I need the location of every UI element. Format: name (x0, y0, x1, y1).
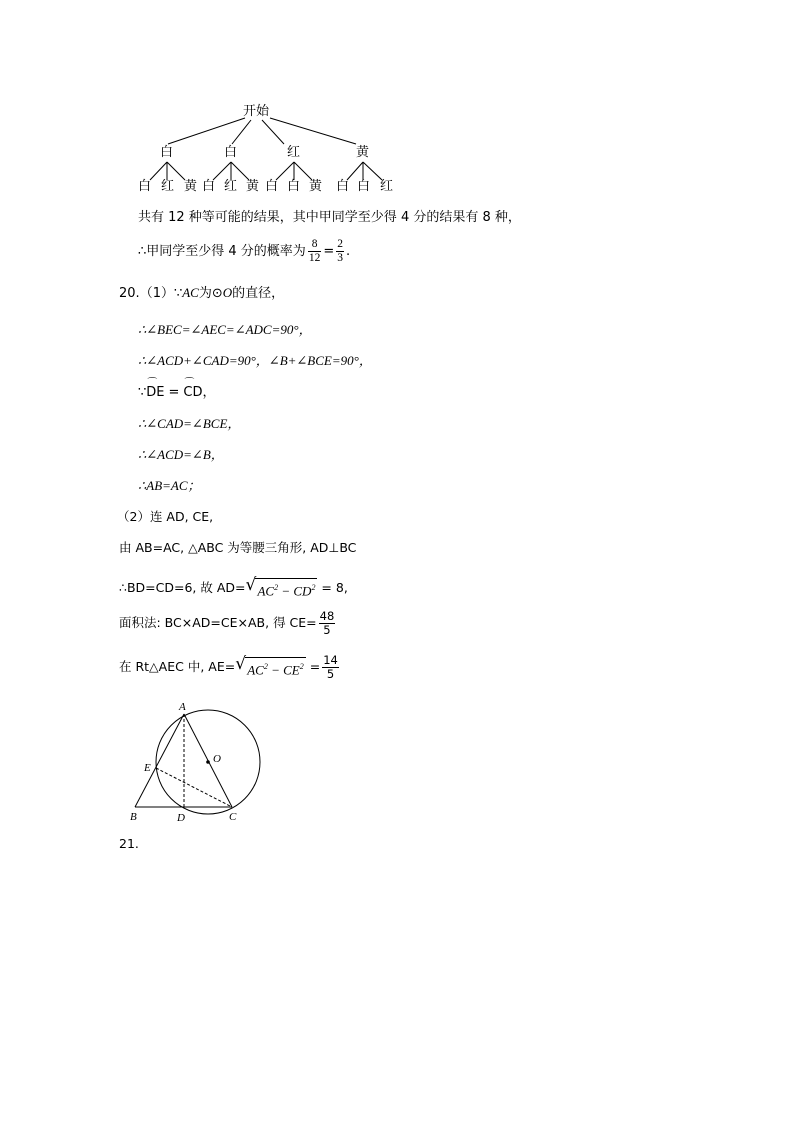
label-c: C (229, 811, 237, 823)
tree-leaf: 白 (138, 179, 152, 194)
proof-step-5: ∴∠ACD=∠B， (138, 447, 224, 462)
proof-step-3 (138, 385, 216, 401)
because-symbol: ∵ (138, 385, 147, 400)
proof-step-6: ∴AB=AC； (138, 478, 201, 493)
tree-leaf: 黄 (184, 179, 198, 194)
tree-level1-node: 白 (224, 145, 238, 160)
text-fragment: ∴BD=CD=6, 故 AD= (119, 580, 246, 596)
label-b: B (130, 811, 137, 823)
text-fragment: 的直径， (232, 286, 285, 301)
radicand-term: CD (293, 583, 312, 599)
fraction-8-12 (308, 238, 322, 265)
center-point-o (206, 760, 210, 764)
fraction-numerator: 8 (311, 238, 318, 250)
label-d: D (177, 812, 185, 824)
outcome-count-line: 共有 12 种等可能的结果，其中甲同学至少得 4 分的结果有 8 种， (138, 210, 521, 225)
tree-leaf: 黄 (246, 179, 260, 194)
equals-sign: = (323, 244, 335, 259)
q20-part2-line3 (119, 575, 348, 599)
fraction-denominator: 5 (319, 623, 336, 637)
tree-level1-node: 白 (160, 145, 174, 160)
q20-number: 20. (119, 286, 140, 301)
text-fragment: = 8, (317, 580, 348, 596)
fraction-denominator: 3 (337, 252, 343, 264)
fraction-numerator: 48 (319, 609, 335, 623)
label-o: O (213, 753, 221, 765)
segment-ab (135, 714, 184, 807)
q21-number: 21. (119, 836, 139, 851)
segment-ec-dashed (156, 768, 232, 807)
tree-leaf: 白 (287, 179, 301, 194)
geometry-figure (120, 695, 270, 830)
tree-root: 开始 (243, 104, 270, 119)
tree-level1-node: 红 (287, 145, 301, 160)
arc-de: ⌒ DE (146, 385, 164, 401)
text-fragment: 在 Rt△AEC 中, AE= (119, 659, 236, 674)
equals-sign: = (168, 385, 180, 400)
tree-branches (150, 118, 382, 180)
tree-leaf: 白 (202, 179, 216, 194)
q20-part1-heading (119, 285, 284, 302)
tree-leaf: 黄 (309, 179, 323, 194)
radicand-term: CE (283, 662, 300, 678)
comma: ， (202, 385, 216, 400)
sqrt-expression: √ $AC^2 - CE^2$ (235, 653, 304, 678)
fraction-denominator: 5 (322, 667, 339, 681)
fraction-14-5 (322, 654, 339, 681)
q20-part2-line2: 由 AB=AC, △ABC 为等腰三角形, AD⊥BC (119, 540, 357, 555)
sqrt-expression: √ $AC^2 - CD^2$ (245, 575, 316, 599)
label-e: E (144, 762, 151, 774)
tree-diagram (0, 0, 794, 200)
q20-part1-marker: （1）∵ (139, 286, 183, 301)
arc-cd: ⌒ CD (183, 385, 202, 401)
fraction-numerator: 14 (323, 653, 338, 667)
fraction-48-5 (319, 610, 336, 637)
radicand-term: AC (257, 583, 275, 599)
radicand-term: AC (247, 662, 264, 678)
probability-line (138, 238, 350, 265)
fraction-numerator: 2 (337, 238, 343, 250)
label-a: A (179, 701, 186, 713)
text-fragment: 为⊙ (198, 286, 223, 301)
tree-leaf: 红 (224, 179, 238, 194)
proof-step-1: ∴∠BEC=∠AEC=∠ADC=90°， (138, 322, 312, 337)
equals-sign: = (305, 659, 321, 674)
text-fragment: 面积法: BC×AD=CE×AB, 得 CE= (119, 615, 317, 630)
tree-leaf: 红 (380, 179, 394, 194)
segment-ac: AC (182, 285, 199, 300)
fraction-denominator: 12 (308, 252, 321, 264)
proof-step-4: ∴∠CAD=∠BCE， (138, 416, 241, 431)
tree-leaf: 红 (161, 179, 175, 194)
tree-leaf: 白 (357, 179, 371, 194)
proof-step-2: ∴∠ACD+∠CAD=90°，∠B+∠BCE=90°， (138, 353, 372, 368)
tree-level1-node: 黄 (356, 145, 370, 160)
q20-part2-line1: （2）连 AD, CE, (117, 509, 214, 524)
circle-o: O (222, 285, 233, 300)
fraction-2-3 (336, 238, 344, 265)
q20-part2-line5 (119, 654, 341, 681)
tree-leaf: 白 (265, 179, 279, 194)
q20-part2-line4 (119, 610, 337, 637)
period: . (345, 244, 351, 259)
tree-leaf: 白 (336, 179, 350, 194)
probability-prefix: ∴甲同学至少得 4 分的概率为 (138, 244, 306, 259)
